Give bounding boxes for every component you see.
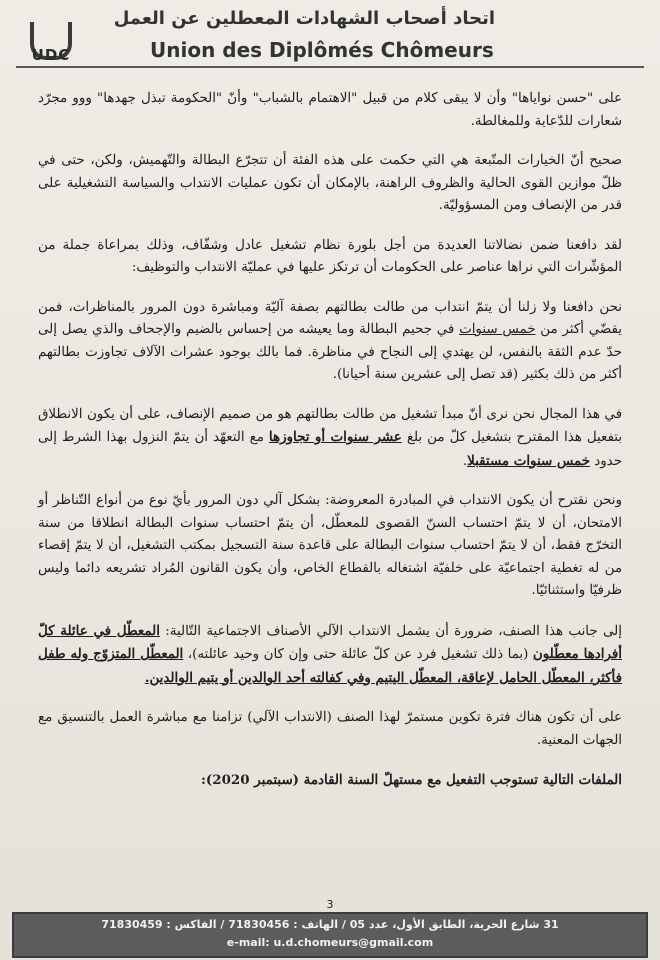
paragraph-5 — [38, 404, 622, 474]
paragraph-2: صحيح أنّ الخيارات المتّبعة هي التي حكمت على هذه الفئة أن تتجرّع البطالة والتّهميش، ولكن، حتى في ظلّ موازين القوى الحالية والظروف الراهنة، بالإمكان أن تكون عمليات الانتداب والسياسة التشغيلية على قدر من الإنصاف ومن المسؤوليّة. — [38, 153, 622, 213]
p4-underlined-duration: خمس سنوات — [459, 322, 536, 337]
header-french-title: Union des Diplômés Chômeurs — [150, 38, 494, 62]
header-arabic-title: اتحاد أصحاب الشهادات المعطلين عن العمل — [113, 8, 495, 29]
udc-logo — [20, 18, 82, 66]
page-number: 3 — [326, 898, 334, 911]
letterhead-footer — [12, 912, 648, 958]
paragraph-6: ونحن نقترح أن يكون الانتداب في المبادرة المعروضة: بشكل آلي دون المرور بأيّ نوع من أنواع التّناظر أو الامتحان، أن لا يتمّ احتساب السنّ القصوى للمعطّل، أن يتمّ احتساب سنوات البطالة انطلاقا من سنة التخرّج فقط، أن لا يتمّ احتساب سنوات البطالة على قاعدة سنة التسجيل بمكتب التشغيل، أن لا يتمّ إقصاء من له تغطية اجتماعيّة على خلفيّة اشتغاله بالقطاع الخاص، وأن يكون القانون المُراد تشريعه دائما وليس ظرفيّا واستثنائيّا. — [38, 493, 622, 598]
p4-text-b: في جحيم البطالة وما يعيشه من إحساس بالضيم والإجحاف والذي يصل إلى حدّ عدم الثقة بالنفس، لن يهتدي إلى النجاح في مناظرة. فما بالك بوجود عشرات الآلاف تجاوزت بطالتهم أكثر من ذلك بكثير (قد تصل إلى عشرين سنة أحيانا). — [38, 322, 622, 382]
p5-text-a: في هذا المجال نحن نرى أنّ مبدأ تشغيل من طالت بطالتهم هو من صميم الإنصاف، على أن يكون الانطلاق بتفعيل هذا المقترح بتشغيل كلّ من بلغ — [38, 406, 623, 445]
paragraph-9-heading: الملفات التالية تستوجب التفعيل مع مستهلّ السنة القادمة (سبتمبر 2020): — [200, 772, 622, 788]
p5-text-c: . — [462, 453, 468, 469]
paragraph-1: على "حسن نواياها" وأن لا يبقى كلام من قبيل "الاهتمام بالشباب" وأنّ "الحكومة تبذل جهدها" ووو مجرّد شعارات للدّعاية وللمغالطة. — [38, 91, 622, 129]
letterhead — [0, 0, 660, 72]
p5-emphasis-ten-years: عشر سنوات أو تجاوزها — [268, 429, 402, 445]
paragraph-7 — [38, 620, 622, 691]
p4-text-a: نحن دافعنا ولا زلنا أن يتمّ انتداب من طالت بطالتهم بصفة آليّة ومباشرة دون المرور بالمناظرات، فمن يقضّي أكثر من — [38, 299, 622, 337]
header-divider — [16, 66, 644, 68]
footer-email: e-mail: u.d.chomeurs@gmail.com — [226, 936, 434, 949]
logo-text: UDC — [31, 46, 71, 64]
paragraph-4 — [38, 297, 622, 387]
paragraph-8: على أن تكون هناك فترة تكوين مستمرّ لهذا الصنف (الانتداب الآلي) تزامنا مع مباشرة العمل بالتنسيق مع الجهات المعنية. — [38, 710, 622, 748]
p7-text-a: إلى جانب هذا الصنف، ضرورة أن يشمل الانتداب الآلي الأصناف الاجتماعية التّالية: — [159, 623, 622, 639]
p7-emphasis-categories: المعطّل المتزوّج وله طفل فأكثر، المعطّل الحامل لإعاقة، المعطّل اليتيم وفي كفالته أحد الوالدين أو يتيم الوالدين. — [38, 646, 622, 686]
p5-emphasis-five-years: خمس سنوات مستقبلا — [467, 452, 590, 469]
footer-address: 31 شارع الحرية، الطابق الأول، عدد 05 / الهاتف : 71830456 / الفاكس : 71830459 — [101, 918, 559, 931]
p5-text-b: مع التعهّد أن يتمّ النزول بهذا الشرط إلى حدود — [38, 430, 622, 469]
p7-text-b: (بما ذلك تشغيل فرد عن كلّ عائلة حتى وإن كان وحيد عائلته)، — [183, 647, 533, 662]
document-body — [38, 88, 622, 809]
paragraph-3: لقد دافعنا ضمن نضالاتنا العديدة من أجل بلورة نظام تشغيل عادل وشفّاف، وذلك بمراعاة جملة من المؤشّرات التي نراها عناصر على الحكومات أن ترتكز عليها في عمليّة الانتداب والتوظيف: — [38, 237, 622, 275]
p7-emphasis-family: المعطّل في عائلة كلّ أفرادها معطّلون — [38, 622, 622, 662]
